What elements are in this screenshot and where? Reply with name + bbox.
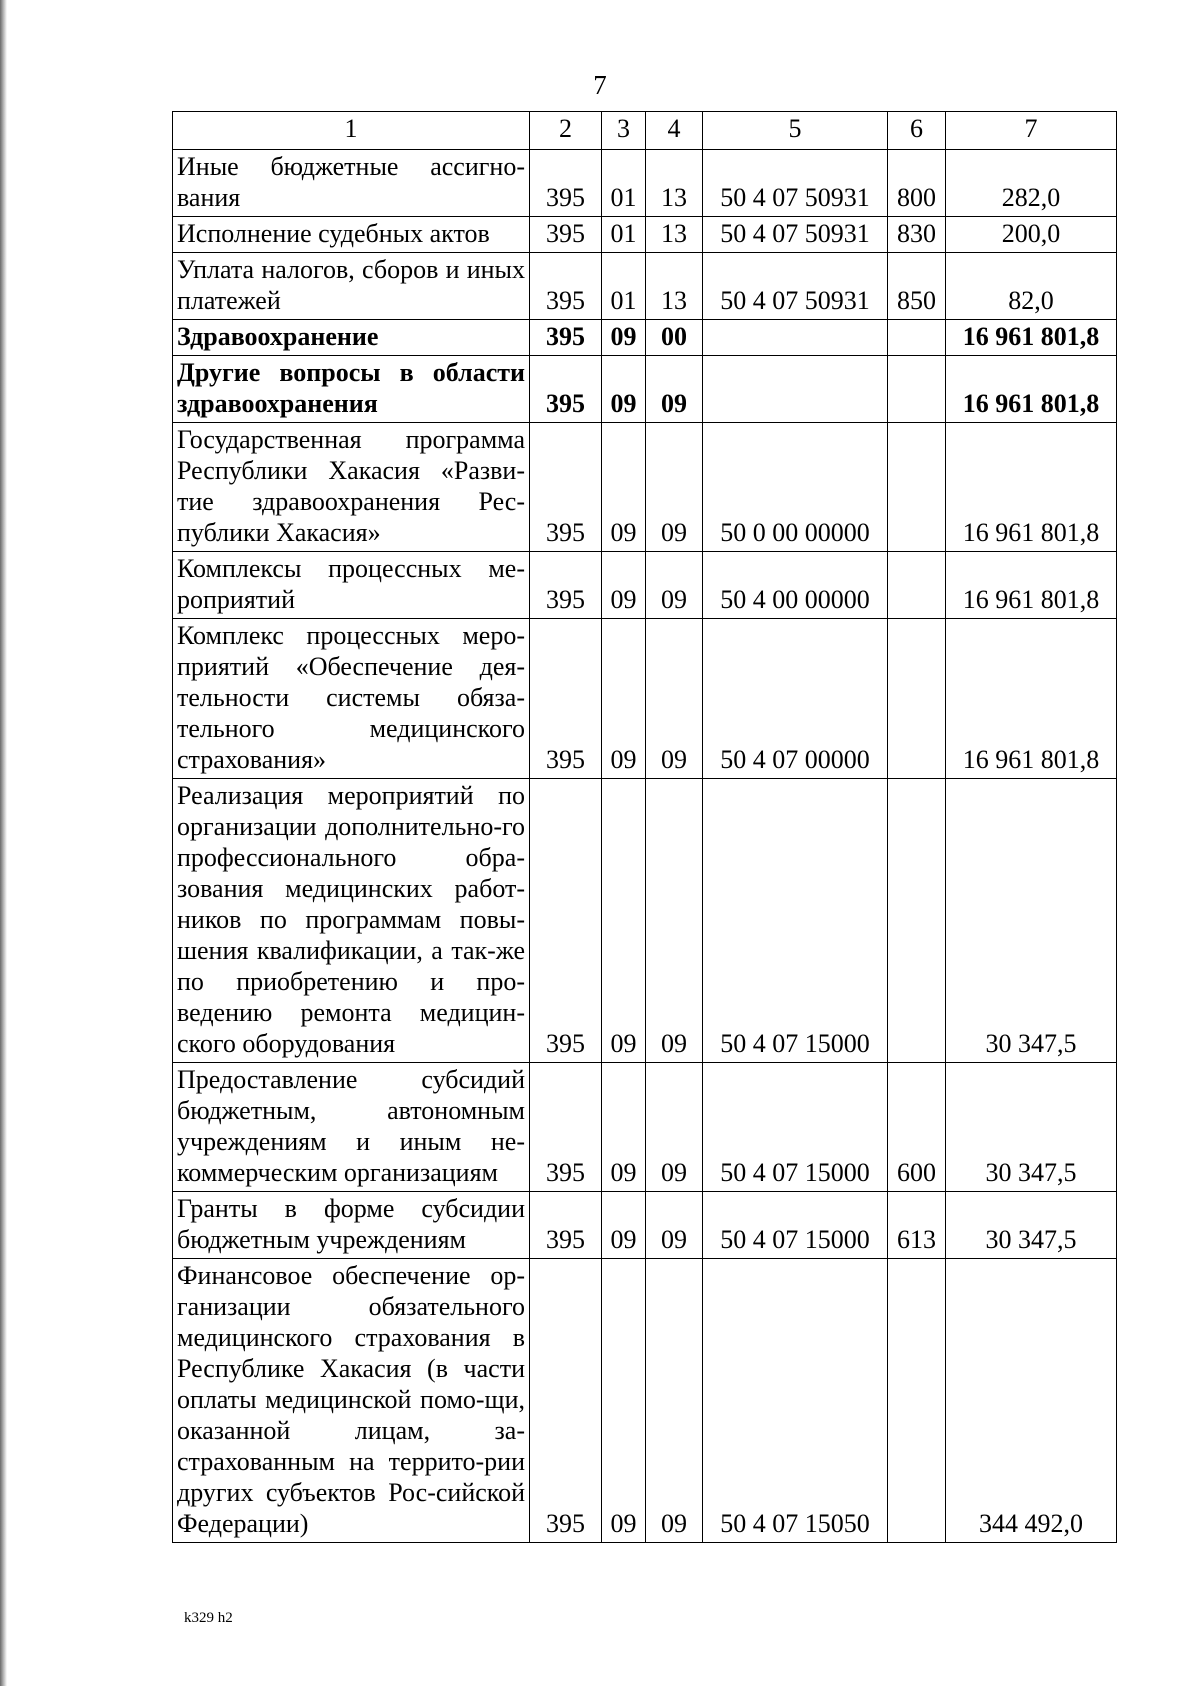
table-row [173, 356, 1117, 423]
section-code: 09 [602, 356, 646, 423]
row-name: Здравоохранение [173, 320, 530, 356]
amount: 16 961 801,8 [946, 552, 1117, 619]
subsection-code: 09 [646, 356, 703, 423]
section-code: 01 [602, 150, 646, 217]
column-header: 5 [703, 112, 888, 150]
amount: 30 347,5 [946, 779, 1117, 1063]
expense-type-code: 830 [888, 217, 946, 253]
amount: 282,0 [946, 150, 1117, 217]
section-code: 01 [602, 253, 646, 320]
section-code: 01 [602, 217, 646, 253]
section-code: 09 [602, 779, 646, 1063]
row-name: Исполнение судебных актов [173, 217, 530, 253]
amount: 30 347,5 [946, 1063, 1117, 1192]
expense-type-code [888, 552, 946, 619]
budget-table [172, 111, 1117, 1543]
section-code: 09 [602, 1192, 646, 1259]
target-article-code [703, 356, 888, 423]
table-row [173, 779, 1117, 1063]
ministry-code: 395 [530, 423, 602, 552]
ministry-code: 395 [530, 619, 602, 779]
table-row [173, 1063, 1117, 1192]
row-name: Иные бюджетные ассигно-вания [173, 150, 530, 217]
section-code: 09 [602, 1063, 646, 1192]
target-article-code: 50 4 00 00000 [703, 552, 888, 619]
target-article-code: 50 4 07 15050 [703, 1259, 888, 1543]
expense-type-code [888, 619, 946, 779]
ministry-code: 395 [530, 253, 602, 320]
target-article-code: 50 4 07 50931 [703, 217, 888, 253]
page-number: 7 [593, 70, 607, 100]
table-row [173, 1192, 1117, 1259]
row-name: Предоставление субсидий бюджетным, автономным учреждениям и иным не-коммерческим организациям [173, 1063, 530, 1192]
scan-edge [0, 0, 7, 1686]
expense-type-code: 613 [888, 1192, 946, 1259]
row-name: Другие вопросы в области здравоохранения [173, 356, 530, 423]
section-code: 09 [602, 619, 646, 779]
subsection-code: 13 [646, 217, 703, 253]
target-article-code: 50 4 07 15000 [703, 1063, 888, 1192]
row-name: Комплекс процессных меро-приятий «Обеспечение дея-тельности системы обяза-тельного медицинского страхования» [173, 619, 530, 779]
amount: 16 961 801,8 [946, 356, 1117, 423]
ministry-code: 395 [530, 150, 602, 217]
table-row [173, 150, 1117, 217]
target-article-code: 50 4 07 50931 [703, 150, 888, 217]
amount: 16 961 801,8 [946, 619, 1117, 779]
subsection-code: 09 [646, 619, 703, 779]
table-row [173, 619, 1117, 779]
table-row [173, 253, 1117, 320]
expense-type-code [888, 356, 946, 423]
amount: 16 961 801,8 [946, 320, 1117, 356]
table-row [173, 423, 1117, 552]
document-code: k329 h2 [184, 1610, 233, 1626]
column-header: 3 [602, 112, 646, 150]
section-code: 09 [602, 552, 646, 619]
subsection-code: 09 [646, 1192, 703, 1259]
section-code: 09 [602, 320, 646, 356]
row-name: Реализация мероприятий по организации дополнительно-го профессионального обра-зования медицинских работ-ников по программам повы-шения квалификации, а так-же по приобретению и про-ведению ремонта медицин-ского оборудования [173, 779, 530, 1063]
target-article-code: 50 4 07 15000 [703, 779, 888, 1063]
subsection-code: 09 [646, 1259, 703, 1543]
amount: 344 492,0 [946, 1259, 1117, 1543]
expense-type-code [888, 320, 946, 356]
subsection-code: 09 [646, 779, 703, 1063]
ministry-code: 395 [530, 779, 602, 1063]
subsection-code: 09 [646, 423, 703, 552]
column-header: 7 [946, 112, 1117, 150]
amount: 30 347,5 [946, 1192, 1117, 1259]
table-row [173, 1259, 1117, 1543]
table-row [173, 217, 1117, 253]
row-name: Гранты в форме субсидии бюджетным учреждениям [173, 1192, 530, 1259]
subsection-code: 13 [646, 150, 703, 217]
table-row [173, 552, 1117, 619]
table-header-row [173, 112, 1117, 150]
amount: 16 961 801,8 [946, 423, 1117, 552]
target-article-code: 50 4 07 50931 [703, 253, 888, 320]
target-article-code: 50 4 07 00000 [703, 619, 888, 779]
row-name: Уплата налогов, сборов и иных платежей [173, 253, 530, 320]
ministry-code: 395 [530, 356, 602, 423]
subsection-code: 00 [646, 320, 703, 356]
amount: 200,0 [946, 217, 1117, 253]
expense-type-code: 850 [888, 253, 946, 320]
column-header: 4 [646, 112, 703, 150]
column-header: 1 [173, 112, 530, 150]
amount: 82,0 [946, 253, 1117, 320]
ministry-code: 395 [530, 1063, 602, 1192]
section-code: 09 [602, 423, 646, 552]
expense-type-code [888, 1259, 946, 1543]
target-article-code: 50 0 00 00000 [703, 423, 888, 552]
ministry-code: 395 [530, 1192, 602, 1259]
expense-type-code: 800 [888, 150, 946, 217]
subsection-code: 09 [646, 1063, 703, 1192]
subsection-code: 13 [646, 253, 703, 320]
ministry-code: 395 [530, 1259, 602, 1543]
ministry-code: 395 [530, 217, 602, 253]
row-name: Комплексы процессных ме-роприятий [173, 552, 530, 619]
subsection-code: 09 [646, 552, 703, 619]
expense-type-code: 600 [888, 1063, 946, 1192]
row-name: Государственная программа Республики Хакасия «Разви-тие здравоохранения Рес-публики Хакасия» [173, 423, 530, 552]
ministry-code: 395 [530, 320, 602, 356]
column-header: 2 [530, 112, 602, 150]
expense-type-code [888, 423, 946, 552]
target-article-code: 50 4 07 15000 [703, 1192, 888, 1259]
section-code: 09 [602, 1259, 646, 1543]
target-article-code [703, 320, 888, 356]
expense-type-code [888, 779, 946, 1063]
ministry-code: 395 [530, 552, 602, 619]
row-name: Финансовое обеспечение ор-ганизации обязательного медицинского страхования в Республике Хакасия (в части оплаты медицинской помо-щи, оказанной лицам, за-страхованным на террито-рии других субъектов Рос-сийской Федерации) [173, 1259, 530, 1543]
table-row [173, 320, 1117, 356]
column-header: 6 [888, 112, 946, 150]
